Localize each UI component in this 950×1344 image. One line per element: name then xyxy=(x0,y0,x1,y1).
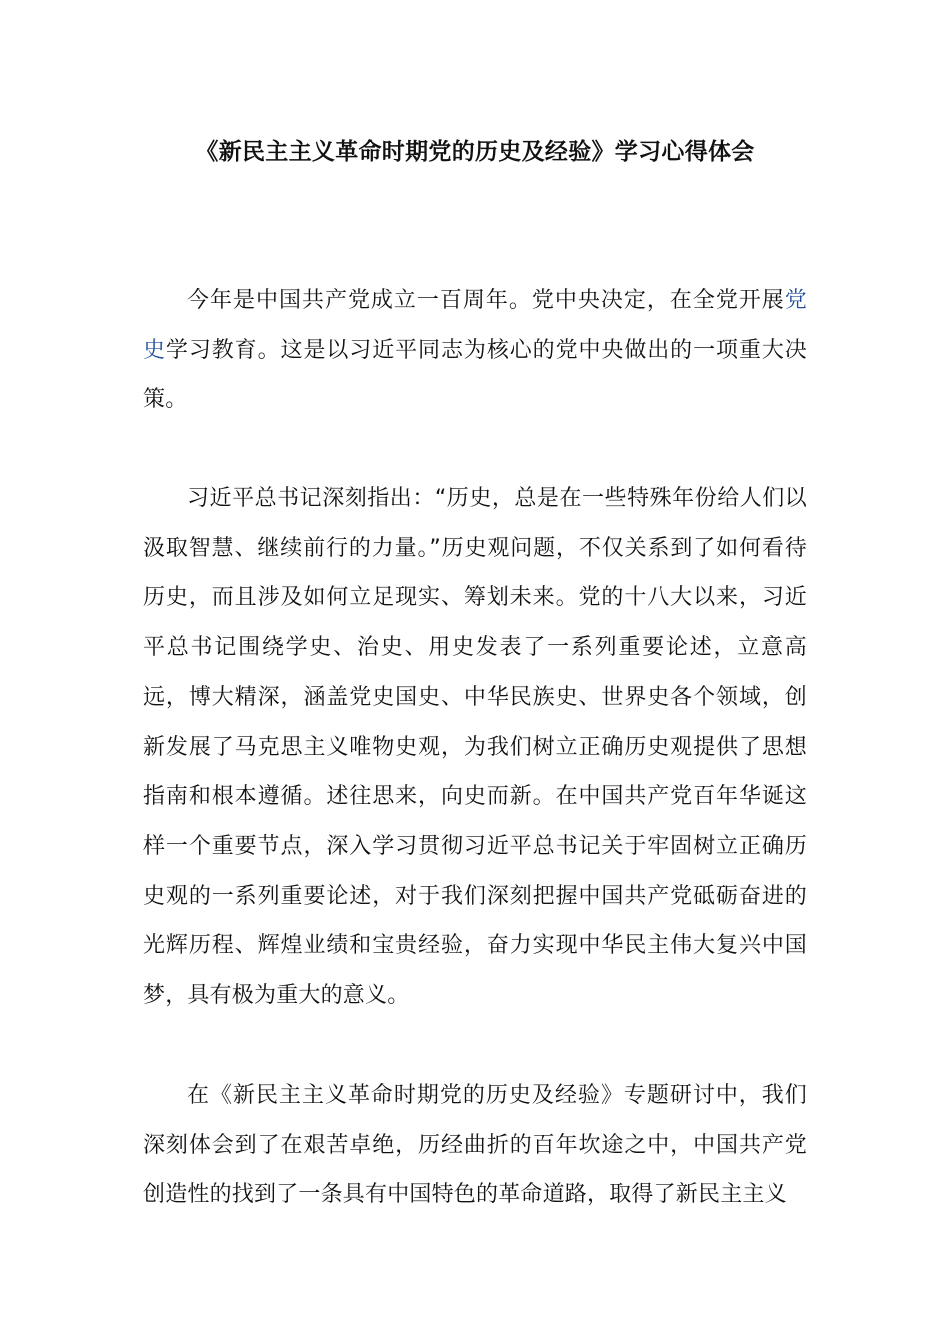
paragraph-seminar: 在《新民主主义革命时期党的历史及经验》专题研讨中，我们深刻体会到了在艰苦卓绝，历经曲折的百年坎途之中，中国共产党创造性的找到了一条具有中国特色的革命道路，取得了新民主主义 xyxy=(143,1083,807,1208)
paragraph-intro xyxy=(143,276,807,425)
party-history-link[interactable]: 党史 xyxy=(143,288,807,363)
document-title: 《新民主主义革命时期党的历史及经验》学习心得体会 xyxy=(195,139,755,165)
paragraph-intro-text-before: 今年是中国共产党成立一百周年。党中央决定，在全党开展 xyxy=(187,288,785,313)
paragraph-intro-text-after: 学习教育。这是以习近平同志为核心的党中央做出的一项重大决策。 xyxy=(143,337,807,413)
paragraph-quote: 习近平总书记深刻指出：“历史，总是在一些特殊年份给人们以汲取智慧、继续前行的力量。”历史观问题，不仅关系到了如何看待历史，而且涉及如何立足现实、筹划未来。党的十八大以来，习近平总书记围绕学史、治史、用史发表了一系列重要论述，立意高远，博大精深，涵盖党史国史、中华民族史、世界史各个领域，创新发展了马克思主义唯物史观，为我们树立正确历史观提供了思想指南和根本遵循。述往思来，向史而新。在中国共产党百年华诞这样一个重要节点，深入学习贯彻习近平总书记关于牢固树立正确历史观的一系列重要论述，对于我们深刻把握中国共产党砥砺奋进的光辉历程、辉煌业绩和宝贵经验，奋力实现中华民主伟大复兴中国梦，具有极为重大的意义。 xyxy=(143,486,807,1009)
